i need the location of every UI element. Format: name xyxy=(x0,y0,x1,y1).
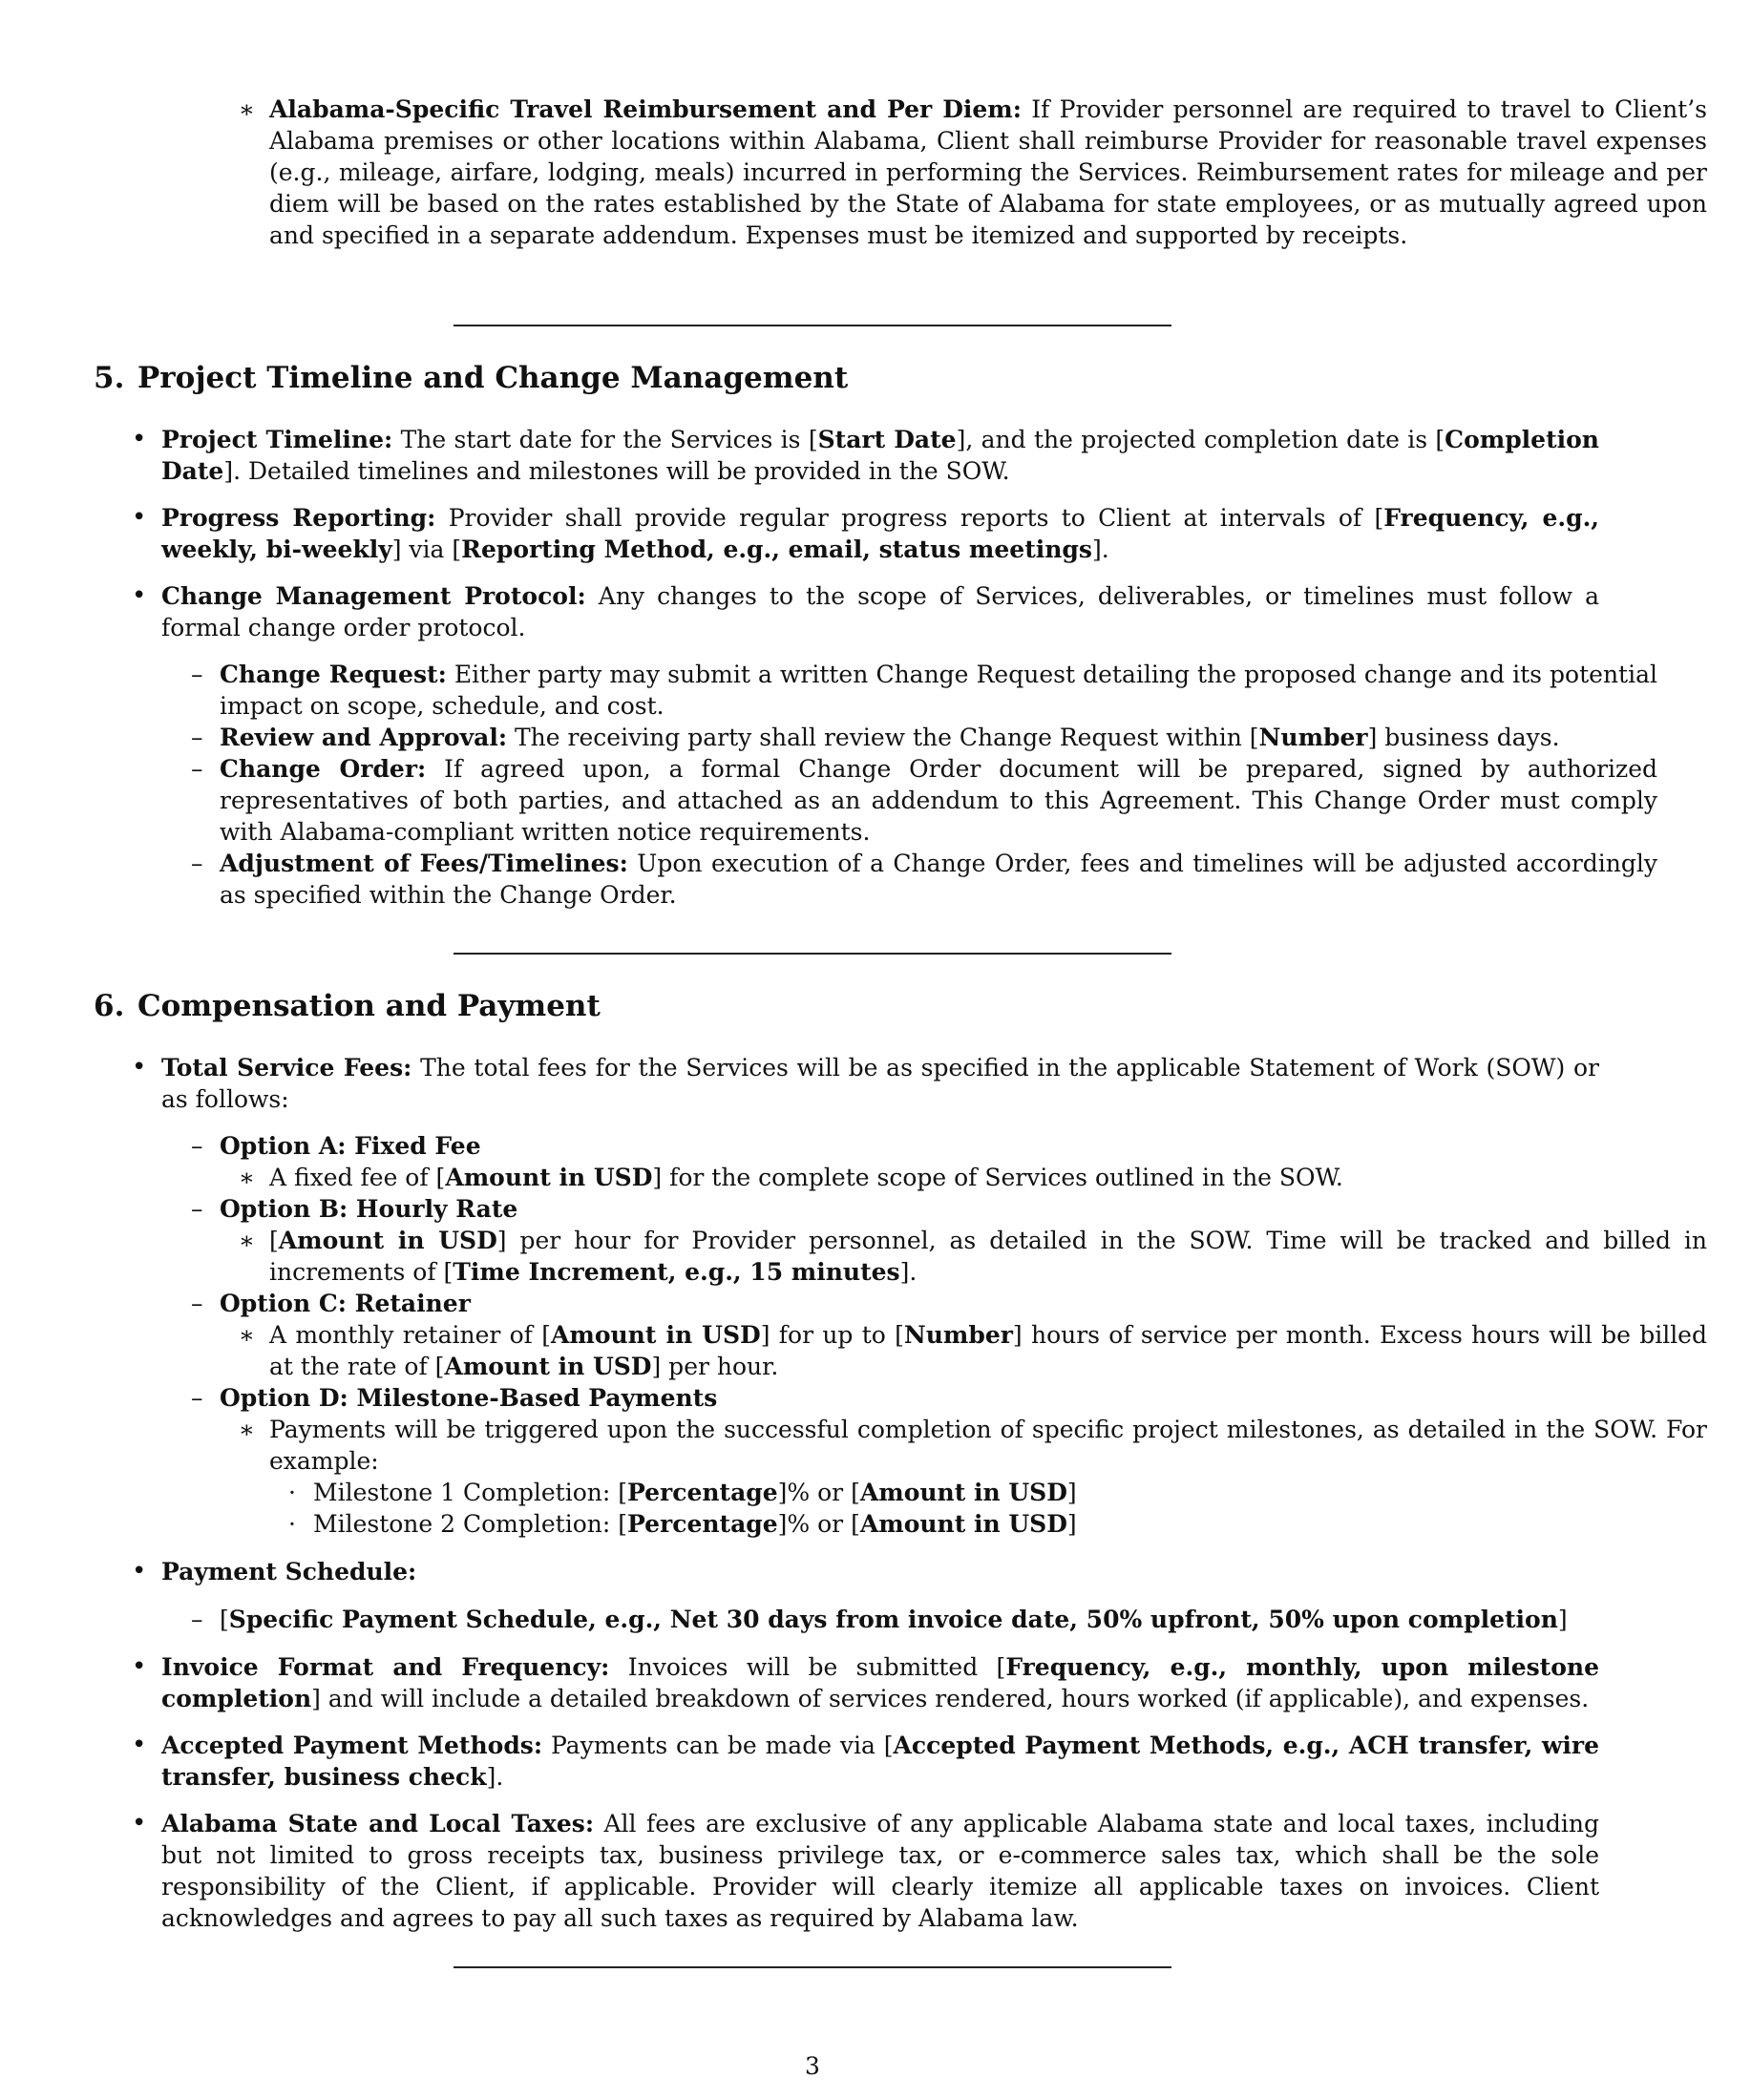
item-text: A monthly retainer of [ xyxy=(269,1321,551,1349)
sub-list-item xyxy=(94,1288,1657,1319)
item-text: ]% or [ xyxy=(777,1479,860,1506)
item-text: ] per hour. xyxy=(651,1353,779,1380)
sub-list-item xyxy=(94,1193,1657,1225)
item-text: ]. xyxy=(1091,536,1109,563)
dash-bullet-icon: – xyxy=(191,1606,203,1633)
bullet-icon: • xyxy=(132,581,147,610)
list-item xyxy=(94,580,1599,643)
item-label: Adjustment of Fees/Timelines: xyxy=(220,850,628,877)
list-item xyxy=(94,502,1599,565)
dash-bullet-icon: – xyxy=(191,850,203,877)
bullet-icon: • xyxy=(132,1652,147,1681)
item-text: The start date for the Services is [ xyxy=(392,426,818,453)
item-text: ] hours of service per month. Excess hours will be billed at the rate of [ xyxy=(269,1321,1707,1380)
placeholder-field: Amount in USD xyxy=(859,1479,1067,1506)
item-text: ]% or [ xyxy=(777,1510,860,1538)
item-text: ] per hour for Provider personnel, as detailed in the SOW. Time will be tracked and billed in increments of [ xyxy=(269,1227,1707,1286)
dash-bullet-icon: – xyxy=(191,724,203,751)
item-label: Project Timeline: xyxy=(161,426,393,453)
asterisk-bullet-icon: ∗ xyxy=(239,95,255,123)
bullet-icon: • xyxy=(132,503,147,532)
sub-sub-list-item xyxy=(94,1162,1707,1193)
asterisk-bullet-icon: ∗ xyxy=(239,1321,255,1349)
sub-sub-list-item xyxy=(94,1319,1707,1382)
asterisk-bullet-icon: ∗ xyxy=(239,1227,255,1254)
item-text: ] business days. xyxy=(1367,724,1560,751)
item-text: ]. xyxy=(899,1258,918,1286)
sub-list-item xyxy=(94,1604,1657,1635)
section-heading xyxy=(94,987,601,1025)
dash-bullet-icon: – xyxy=(191,755,203,783)
horizontal-rule xyxy=(454,1966,1171,1968)
middle-dot-bullet-icon: · xyxy=(288,1479,296,1506)
item-text: ] and will include a detailed breakdown of services rendered, hours worked (if applicable), and expenses. xyxy=(311,1685,1590,1712)
item-text: Provider shall provide regular progress reports to Client at intervals of [ xyxy=(435,504,1384,532)
item-text: Any changes to the scope of Services, deliverables, or timelines must follow a formal change order protocol. xyxy=(161,582,1599,641)
placeholder-field: Amount in USD xyxy=(859,1510,1067,1538)
sub-list-item xyxy=(94,659,1657,722)
placeholder-field: Amount in USD xyxy=(550,1321,761,1349)
item-text: ], and the projected completion date is [ xyxy=(956,426,1445,453)
asterisk-bullet-icon: ∗ xyxy=(239,1416,255,1443)
page-number: 3 xyxy=(805,2052,820,2080)
sub-list-item xyxy=(94,753,1657,848)
item-text: Either party may submit a written Change Request detailing the proposed change and its potential impact on scope, schedule, and cost. xyxy=(220,661,1657,720)
list-item xyxy=(94,1651,1599,1714)
list-item xyxy=(94,424,1599,487)
item-text: [ xyxy=(269,1227,279,1254)
dash-bullet-icon: – xyxy=(191,1132,203,1160)
item-text: ] for the complete scope of Services outlined in the SOW. xyxy=(652,1164,1343,1191)
item-label: Alabama-Specific Travel Reimbursement and Per Diem: xyxy=(269,95,1022,123)
dash-bullet-icon: – xyxy=(191,1384,203,1412)
item-label: Change Order: xyxy=(220,755,427,783)
placeholder-field: Specific Payment Schedule, e.g., Net 30 days from invoice date, 50% upfront, 50% upon completion xyxy=(228,1606,1558,1633)
sub-list-item xyxy=(94,1382,1657,1414)
placeholder-field: Frequency, e.g., weekly, bi-weekly xyxy=(161,504,1600,563)
dash-bullet-icon: – xyxy=(191,1195,203,1223)
placeholder-field: Amount in USD xyxy=(278,1227,497,1254)
item-text: The total fees for the Services will be as specified in the applicable Statement of Work (SOW) or as follows: xyxy=(161,1054,1599,1113)
item-text: ]. Detailed timelines and milestones will be provided in the SOW. xyxy=(223,457,1010,485)
item-label: Change Request: xyxy=(220,661,447,688)
item-text: Payments can be made via [ xyxy=(542,1732,894,1759)
item-label: Total Service Fees: xyxy=(161,1054,412,1082)
item-text: The receiving party shall review the Change Request within [ xyxy=(507,724,1259,751)
list-item xyxy=(94,1808,1599,1934)
item-text: [ xyxy=(220,1606,229,1633)
sub-sub-list-item xyxy=(94,1225,1707,1288)
placeholder-field: Percentage xyxy=(627,1510,778,1538)
item-text: ] via [ xyxy=(391,536,462,563)
section-title: Project Timeline and Change Management xyxy=(137,361,849,395)
bullet-icon: • xyxy=(132,425,147,453)
milestone-item xyxy=(94,1508,1751,1540)
option-title: Option A: Fixed Fee xyxy=(220,1132,481,1160)
item-text: Milestone 1 Completion: [ xyxy=(313,1479,628,1506)
document-page xyxy=(94,94,1708,2080)
item-label: Change Management Protocol: xyxy=(161,582,586,610)
sub-sub-list-item xyxy=(94,1414,1707,1477)
item-text: Invoices will be submitted [ xyxy=(609,1653,1006,1681)
sub-list-item xyxy=(94,1130,1657,1162)
sub-list-item xyxy=(94,848,1657,911)
item-text: ] for up to [ xyxy=(760,1321,904,1349)
item-label: Payment Schedule: xyxy=(161,1558,417,1586)
item-label: Progress Reporting: xyxy=(161,504,436,532)
section-title: Compensation and Payment xyxy=(137,989,601,1023)
list-item xyxy=(94,1730,1599,1793)
placeholder-field: Reporting Method, e.g., email, status meetings xyxy=(461,536,1092,563)
placeholder-field: Amount in USD xyxy=(444,1353,652,1380)
milestone-item xyxy=(94,1477,1751,1508)
list-item xyxy=(94,1052,1599,1115)
placeholder-field: Start Date xyxy=(817,426,957,453)
placeholder-field: Time Increment, e.g., 15 minutes xyxy=(453,1258,900,1286)
dash-bullet-icon: – xyxy=(191,1290,203,1317)
option-title: Option D: Milestone-Based Payments xyxy=(220,1384,718,1412)
item-text: A fixed fee of [ xyxy=(269,1164,446,1191)
bullet-icon: • xyxy=(132,1809,147,1838)
option-title: Option C: Retainer xyxy=(220,1290,471,1317)
bullet-icon: • xyxy=(132,1731,147,1759)
item-label: Accepted Payment Methods: xyxy=(161,1732,543,1759)
item-text: Upon execution of a Change Order, fees and timelines will be adjusted accordingly as specified within the Change Order. xyxy=(220,850,1657,909)
section-number: 5. xyxy=(94,361,125,395)
item-text: If agreed upon, a formal Change Order document will be prepared, signed by authorized representatives of both parties, and attached as an addendum to this Agreement. This Change Order must comply with Alabama-compliant written notice requirements. xyxy=(220,755,1657,846)
travel-reimbursement-item xyxy=(94,94,1707,251)
placeholder-field: Completion Date xyxy=(161,426,1599,485)
placeholder-field: Amount in USD xyxy=(445,1164,653,1191)
asterisk-bullet-icon: ∗ xyxy=(239,1164,255,1191)
section-heading xyxy=(94,359,848,397)
item-text: If Provider personnel are required to travel to Client’s Alabama premises or other locations within Alabama, Client shall reimburse Provider for reasonable travel expenses (e.g., mileage, airfare, lodging, meals) incurred in performing the Services. Reimbursement rates for mileage and per diem will be based on the rates established by the State of Alabama for state employees, or as mutually agreed upon and specified in a separate addendum. Expenses must be itemized and supported by receipts. xyxy=(269,95,1708,249)
section-number: 6. xyxy=(94,989,125,1023)
placeholder-field: Number xyxy=(1258,724,1368,751)
placeholder-field: Accepted Payment Methods, e.g., ACH transfer, wire transfer, business check xyxy=(161,1732,1599,1791)
horizontal-rule xyxy=(454,325,1171,326)
option-title: Option B: Hourly Rate xyxy=(220,1195,518,1223)
sub-list-item xyxy=(94,722,1657,753)
dash-bullet-icon: – xyxy=(191,661,203,688)
item-text: Payments will be triggered upon the successful completion of specific project milestones, as detailed in the SOW. For example: xyxy=(269,1416,1707,1475)
item-text: Milestone 2 Completion: [ xyxy=(313,1510,628,1538)
item-text: ] xyxy=(1557,1606,1568,1633)
item-label: Invoice Format and Frequency: xyxy=(161,1653,610,1681)
bullet-icon: • xyxy=(132,1053,147,1082)
list-item xyxy=(94,1556,1599,1587)
placeholder-field: Percentage xyxy=(627,1479,778,1506)
item-label: Alabama State and Local Taxes: xyxy=(161,1810,595,1838)
placeholder-field: Frequency, e.g., monthly, upon milestone completion xyxy=(161,1653,1599,1712)
horizontal-rule xyxy=(454,953,1171,955)
item-label: Review and Approval: xyxy=(220,724,508,751)
placeholder-field: Number xyxy=(903,1321,1013,1349)
middle-dot-bullet-icon: · xyxy=(288,1510,296,1538)
item-text: All fees are exclusive of any applicable Alabama state and local taxes, including but not limited to gross receipts tax, business privilege tax, or e-commerce sales tax, which shall be the sole responsibility of the Client, if applicable. Provider will clearly itemize all applicable taxes on invoices. Client acknowledges and agrees to pay all such taxes as required by Alabama law. xyxy=(161,1810,1599,1932)
bullet-icon: • xyxy=(132,1557,147,1586)
item-text: ] xyxy=(1066,1479,1077,1506)
item-text: ] xyxy=(1066,1510,1077,1538)
item-text: ]. xyxy=(486,1763,504,1791)
